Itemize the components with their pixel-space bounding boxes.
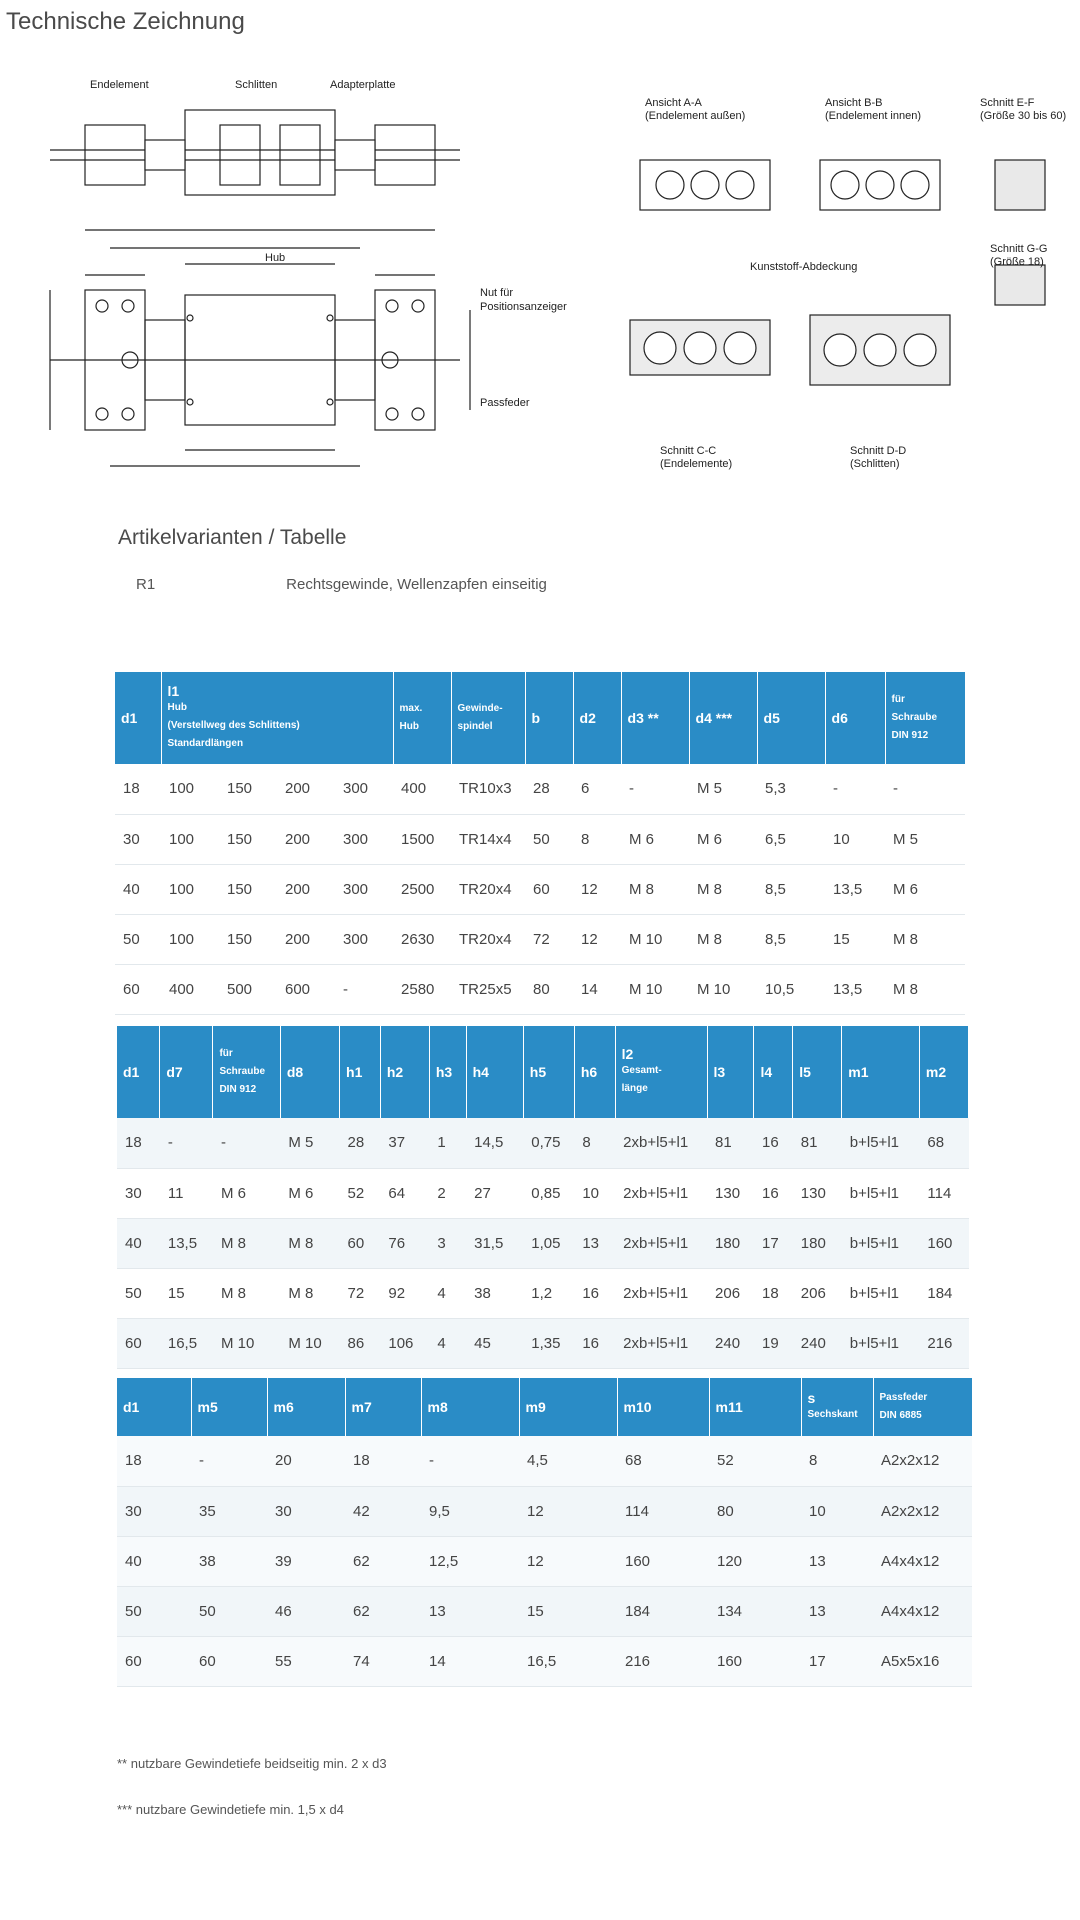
- table-cell: 180: [793, 1218, 842, 1268]
- table-cell: 150: [219, 814, 277, 864]
- table-cell: 72: [340, 1268, 381, 1318]
- table-cell: 10: [574, 1168, 615, 1218]
- table-cell: 15: [160, 1268, 213, 1318]
- table-cell: 68: [919, 1118, 968, 1168]
- table-cell: 14: [573, 964, 621, 1014]
- table-cell: 10,5: [757, 964, 825, 1014]
- table-cell: 4: [429, 1268, 466, 1318]
- table-cell: 42: [345, 1486, 421, 1536]
- table-cell: TR20x4: [451, 864, 525, 914]
- table-cell: 80: [709, 1486, 801, 1536]
- table-row: [117, 1536, 972, 1586]
- table-cell: 11: [160, 1168, 213, 1218]
- table-cell: 16: [754, 1168, 793, 1218]
- th-b: b: [525, 672, 573, 764]
- table-cell: 8: [573, 814, 621, 864]
- table-cell: M 8: [885, 964, 965, 1014]
- table-cell: 18: [345, 1436, 421, 1486]
- table-cell: 12: [519, 1486, 617, 1536]
- table-cell: 150: [219, 864, 277, 914]
- table-cell: M 10: [213, 1318, 280, 1368]
- table-cell: 62: [345, 1536, 421, 1586]
- table-cell: 50: [115, 914, 161, 964]
- table-cell: 37: [380, 1118, 429, 1168]
- table-cell: 30: [267, 1486, 345, 1536]
- table-cell: 12: [573, 914, 621, 964]
- table-cell: 18: [754, 1268, 793, 1318]
- th3-m9: m9: [519, 1378, 617, 1436]
- table-cell: 16: [754, 1118, 793, 1168]
- th-d5: d5: [757, 672, 825, 764]
- table-cell: A5x5x16: [873, 1636, 972, 1686]
- table-cell: 300: [335, 914, 393, 964]
- schnitt-gg: [995, 265, 1045, 305]
- th2-h1: h1: [340, 1026, 381, 1118]
- table-cell: 200: [277, 914, 335, 964]
- table-cell: 50: [191, 1586, 267, 1636]
- table-cell: 200: [277, 764, 335, 814]
- table-cell: 14: [421, 1636, 519, 1686]
- table-cell: TR10x3: [451, 764, 525, 814]
- th-l1: l1 Hub (Verstellweg des Schlittens) Standardlängen: [161, 672, 393, 764]
- table-cell: 300: [335, 814, 393, 864]
- th2-l4: l4: [754, 1026, 793, 1118]
- table-cell: 5,3: [757, 764, 825, 814]
- endelement-left-side: [85, 125, 145, 185]
- th2-d8: d8: [280, 1026, 339, 1118]
- table-row: [117, 1636, 972, 1686]
- th2-l5: l5: [793, 1026, 842, 1118]
- table-cell: 2580: [393, 964, 451, 1014]
- label-ansicht-aa-1: Ansicht A-A: [645, 97, 702, 109]
- endelement-right-side: [375, 125, 435, 185]
- table-cell: 100: [161, 864, 219, 914]
- table-row: [117, 1268, 969, 1318]
- table-cell: 130: [793, 1168, 842, 1218]
- table-cell: 1: [429, 1118, 466, 1168]
- table-cell: 12,5: [421, 1536, 519, 1586]
- table-cell: 2xb+l5+l1: [615, 1318, 707, 1368]
- table-cell: 6,5: [757, 814, 825, 864]
- th2-h3: h3: [429, 1026, 466, 1118]
- table-row: [117, 1118, 969, 1168]
- footnote-1: ** nutzbare Gewindetiefe beidseitig min. 2 x d3: [117, 1756, 387, 1771]
- spec-table-2: [117, 1026, 969, 1369]
- th2-schraube: für Schraube DIN 912: [213, 1026, 280, 1118]
- table-cell: -: [335, 964, 393, 1014]
- table-cell: M 8: [621, 864, 689, 914]
- table-cell: 4: [429, 1318, 466, 1368]
- table-cell: 72: [525, 914, 573, 964]
- table-cell: 52: [340, 1168, 381, 1218]
- table-cell: 60: [340, 1218, 381, 1268]
- table-cell: 300: [335, 764, 393, 814]
- table-cell: 2630: [393, 914, 451, 964]
- table-cell: -: [885, 764, 965, 814]
- table-cell: 0,75: [523, 1118, 574, 1168]
- table-cell: M 8: [280, 1268, 339, 1318]
- table-cell: 216: [919, 1318, 968, 1368]
- table-cell: 50: [117, 1268, 160, 1318]
- footnote-2: *** nutzbare Gewindetiefe min. 1,5 x d4: [117, 1802, 344, 1817]
- th2-d1: d1: [117, 1026, 160, 1118]
- table-cell: M 6: [213, 1168, 280, 1218]
- table-cell: b+l5+l1: [842, 1318, 920, 1368]
- th-d6: d6: [825, 672, 885, 764]
- schnitt-ef: [995, 160, 1045, 210]
- table-cell: M 8: [885, 914, 965, 964]
- label-schnitt-cc-2: (Endelemente): [660, 458, 733, 470]
- table-cell: 13: [801, 1586, 873, 1636]
- table-cell: 50: [525, 814, 573, 864]
- table-cell: 150: [219, 914, 277, 964]
- spec-table-3: [117, 1378, 973, 1687]
- table-cell: 13: [421, 1586, 519, 1636]
- table-cell: 2xb+l5+l1: [615, 1218, 707, 1268]
- table-cell: -: [825, 764, 885, 814]
- table-cell: M 8: [689, 914, 757, 964]
- label-kunststoff: Kunststoff-Abdeckung: [750, 261, 858, 273]
- table-cell: -: [191, 1436, 267, 1486]
- table-cell: 40: [117, 1536, 191, 1586]
- table-cell: 30: [117, 1168, 160, 1218]
- table-cell: 200: [277, 864, 335, 914]
- table-cell: TR25x5: [451, 964, 525, 1014]
- th2-h2: h2: [380, 1026, 429, 1118]
- table-cell: 100: [161, 914, 219, 964]
- table-cell: 16,5: [519, 1636, 617, 1686]
- th2-d7: d7: [160, 1026, 213, 1118]
- table-cell: 30: [115, 814, 161, 864]
- label-schnitt-dd-1: Schnitt D-D: [850, 445, 907, 457]
- table-row: [117, 1486, 972, 1536]
- table-cell: M 5: [280, 1118, 339, 1168]
- table-cell: 120: [709, 1536, 801, 1586]
- table-cell: 0,85: [523, 1168, 574, 1218]
- table-cell: 92: [380, 1268, 429, 1318]
- label-schnitt-cc-1: Schnitt C-C: [660, 445, 717, 457]
- table-cell: 184: [617, 1586, 709, 1636]
- th3-m7: m7: [345, 1378, 421, 1436]
- table-cell: 2xb+l5+l1: [615, 1118, 707, 1168]
- table-cell: 150: [219, 764, 277, 814]
- label-schnitt-gg-1: Schnitt G-G: [990, 243, 1048, 255]
- table-cell: 6: [573, 764, 621, 814]
- th-schraube: für Schraube DIN 912: [885, 672, 965, 764]
- th2-l2: l2 Gesamt- länge: [615, 1026, 707, 1118]
- table-cell: 18: [117, 1436, 191, 1486]
- table-cell: 60: [191, 1636, 267, 1686]
- table-cell: M 6: [621, 814, 689, 864]
- th3-m10: m10: [617, 1378, 709, 1436]
- table-cell: 13: [801, 1536, 873, 1586]
- label-passfeder: Passfeder: [480, 397, 530, 409]
- label-ansicht-aa-2: (Endelement außen): [645, 110, 746, 122]
- table-cell: -: [621, 764, 689, 814]
- table-cell: 76: [380, 1218, 429, 1268]
- table-cell: 40: [117, 1218, 160, 1268]
- table-cell: 60: [115, 964, 161, 1014]
- th-d4: d4 ***: [689, 672, 757, 764]
- table-row: [117, 1318, 969, 1368]
- table-cell: 39: [267, 1536, 345, 1586]
- table-cell: 80: [525, 964, 573, 1014]
- table-cell: 17: [754, 1218, 793, 1268]
- th-d1: d1: [115, 672, 161, 764]
- table-cell: -: [160, 1118, 213, 1168]
- ansicht-aa: [640, 160, 770, 210]
- table-cell: b+l5+l1: [842, 1268, 920, 1318]
- table-cell: 46: [267, 1586, 345, 1636]
- table-cell: 100: [161, 764, 219, 814]
- table-cell: 114: [919, 1168, 968, 1218]
- th-max-hub: max. Hub: [393, 672, 451, 764]
- table-row: [115, 814, 965, 864]
- table-cell: 206: [793, 1268, 842, 1318]
- th-d2: d2: [573, 672, 621, 764]
- table-cell: 62: [345, 1586, 421, 1636]
- table-cell: b+l5+l1: [842, 1218, 920, 1268]
- table-cell: 2xb+l5+l1: [615, 1168, 707, 1218]
- table-cell: 13,5: [825, 864, 885, 914]
- table-cell: 240: [793, 1318, 842, 1368]
- table-cell: 14,5: [466, 1118, 523, 1168]
- table-cell: 4,5: [519, 1436, 617, 1486]
- table-cell: 106: [380, 1318, 429, 1368]
- table-cell: 206: [707, 1268, 754, 1318]
- table-cell: 180: [707, 1218, 754, 1268]
- label-hub: Hub: [265, 252, 286, 264]
- table-cell: b+l5+l1: [842, 1118, 920, 1168]
- table-cell: 10: [825, 814, 885, 864]
- table-cell: 38: [466, 1268, 523, 1318]
- table-cell: 15: [825, 914, 885, 964]
- table-cell: 31,5: [466, 1218, 523, 1268]
- table-cell: 12: [519, 1536, 617, 1586]
- table-cell: M 8: [213, 1268, 280, 1318]
- th3-m6: m6: [267, 1378, 345, 1436]
- table-cell: 200: [277, 814, 335, 864]
- table-cell: 17: [801, 1636, 873, 1686]
- table-cell: A2x2x12: [873, 1486, 972, 1536]
- page-title: Technische Zeichnung: [6, 8, 245, 35]
- table-2-body: [117, 1118, 969, 1368]
- table-cell: 500: [219, 964, 277, 1014]
- table-cell: 160: [709, 1636, 801, 1686]
- table-cell: 1,35: [523, 1318, 574, 1368]
- table-cell: M 10: [689, 964, 757, 1014]
- table-cell: 134: [709, 1586, 801, 1636]
- table-row: [117, 1586, 972, 1636]
- table-cell: 30: [117, 1486, 191, 1536]
- table-cell: 55: [267, 1636, 345, 1686]
- table-cell: 52: [709, 1436, 801, 1486]
- table-row: [115, 964, 965, 1014]
- table-cell: 216: [617, 1636, 709, 1686]
- table-cell: 38: [191, 1536, 267, 1586]
- label-schnitt-gg-2: (Größe 18): [990, 256, 1044, 268]
- table-cell: 18: [115, 764, 161, 814]
- table-cell: 8: [574, 1118, 615, 1168]
- label-schnitt-ef-2: (Größe 30 bis 60): [980, 110, 1067, 122]
- table-cell: 50: [117, 1586, 191, 1636]
- table-cell: 100: [161, 814, 219, 864]
- table-cell: 8,5: [757, 864, 825, 914]
- table-cell: 400: [393, 764, 451, 814]
- table-cell: 15: [519, 1586, 617, 1636]
- table-cell: 184: [919, 1268, 968, 1318]
- table-cell: M 5: [689, 764, 757, 814]
- table-cell: M 6: [689, 814, 757, 864]
- table-cell: M 10: [621, 914, 689, 964]
- table-cell: 64: [380, 1168, 429, 1218]
- label-nut-line1: Nut für: [480, 287, 514, 299]
- table-cell: 160: [617, 1536, 709, 1586]
- table-cell: 12: [573, 864, 621, 914]
- table-cell: 19: [754, 1318, 793, 1368]
- table-cell: 130: [707, 1168, 754, 1218]
- th2-m2: m2: [919, 1026, 968, 1118]
- table-row: [117, 1436, 972, 1486]
- table-cell: M 5: [885, 814, 965, 864]
- technical-drawing: [30, 70, 1070, 510]
- table-row: [117, 1168, 969, 1218]
- label-endelement: Endelement: [90, 79, 149, 91]
- table-cell: 2: [429, 1168, 466, 1218]
- th3-d1: d1: [117, 1378, 191, 1436]
- table-cell: 40: [115, 864, 161, 914]
- table-cell: 3: [429, 1218, 466, 1268]
- table-cell: 27: [466, 1168, 523, 1218]
- table-row: [115, 864, 965, 914]
- table-cell: 60: [117, 1318, 160, 1368]
- table-cell: A4x4x12: [873, 1586, 972, 1636]
- table-cell: 35: [191, 1486, 267, 1536]
- table-cell: 60: [525, 864, 573, 914]
- table-cell: 86: [340, 1318, 381, 1368]
- th2-h6: h6: [574, 1026, 615, 1118]
- th2-h5: h5: [523, 1026, 574, 1118]
- table-cell: 400: [161, 964, 219, 1014]
- table-cell: 16,5: [160, 1318, 213, 1368]
- table-cell: 1,05: [523, 1218, 574, 1268]
- table-cell: 18: [117, 1118, 160, 1168]
- th3-m8: m8: [421, 1378, 519, 1436]
- table-cell: A2x2x12: [873, 1436, 972, 1486]
- table-row: [117, 1218, 969, 1268]
- table-cell: M 8: [213, 1218, 280, 1268]
- th2-l3: l3: [707, 1026, 754, 1118]
- table-cell: b+l5+l1: [842, 1168, 920, 1218]
- table-cell: A4x4x12: [873, 1536, 972, 1586]
- table-cell: 81: [707, 1118, 754, 1168]
- table-cell: M 10: [621, 964, 689, 1014]
- table-cell: TR14x4: [451, 814, 525, 864]
- table-cell: 16: [574, 1268, 615, 1318]
- table-cell: 8: [801, 1436, 873, 1486]
- spec-table-1: [115, 672, 966, 1015]
- label-adapterplatte: Adapterplatte: [330, 79, 396, 91]
- table-cell: 68: [617, 1436, 709, 1486]
- table-cell: 45: [466, 1318, 523, 1368]
- label-ansicht-bb-2: (Endelement innen): [825, 110, 922, 122]
- table-cell: 13,5: [825, 964, 885, 1014]
- table-cell: 8,5: [757, 914, 825, 964]
- table-cell: M 8: [689, 864, 757, 914]
- table-cell: 9,5: [421, 1486, 519, 1536]
- section-title: Artikelvarianten / Tabelle: [118, 526, 347, 549]
- table-cell: M 8: [280, 1218, 339, 1268]
- table-cell: 13: [574, 1218, 615, 1268]
- table-cell: 81: [793, 1118, 842, 1168]
- label-schnitt-ef-1: Schnitt E-F: [980, 97, 1035, 109]
- table-cell: 2xb+l5+l1: [615, 1268, 707, 1318]
- th-d3: d3 **: [621, 672, 689, 764]
- table-cell: 114: [617, 1486, 709, 1536]
- table-cell: M 6: [280, 1168, 339, 1218]
- table-cell: 240: [707, 1318, 754, 1368]
- th3-m5: m5: [191, 1378, 267, 1436]
- table-cell: -: [213, 1118, 280, 1168]
- table-cell: TR20x4: [451, 914, 525, 964]
- table-cell: 1500: [393, 814, 451, 864]
- table-1-body: [115, 764, 965, 1014]
- th3-s: s Sechskant: [801, 1378, 873, 1436]
- table-cell: 600: [277, 964, 335, 1014]
- table-cell: 20: [267, 1436, 345, 1486]
- label-schlitten: Schlitten: [235, 79, 278, 91]
- label-ansicht-bb-1: Ansicht B-B: [825, 97, 883, 109]
- table-row: [115, 914, 965, 964]
- variant-row: [136, 576, 547, 593]
- table-cell: 13,5: [160, 1218, 213, 1268]
- ansicht-bb: [820, 160, 940, 210]
- table-cell: 160: [919, 1218, 968, 1268]
- table-cell: 28: [525, 764, 573, 814]
- label-schnitt-dd-2: (Schlitten): [850, 458, 900, 470]
- table-cell: 60: [117, 1636, 191, 1686]
- table-cell: M 10: [280, 1318, 339, 1368]
- table-cell: 16: [574, 1318, 615, 1368]
- variant-description: Rechtsgewinde, Wellenzapfen einseitig: [286, 576, 547, 593]
- table-cell: -: [421, 1436, 519, 1486]
- variant-code: R1: [136, 576, 156, 593]
- th3-m11: m11: [709, 1378, 801, 1436]
- table-cell: M 6: [885, 864, 965, 914]
- table-cell: 10: [801, 1486, 873, 1536]
- table-cell: 1,2: [523, 1268, 574, 1318]
- table-cell: 74: [345, 1636, 421, 1686]
- th2-m1: m1: [842, 1026, 920, 1118]
- table-cell: 2500: [393, 864, 451, 914]
- table-row: [115, 764, 965, 814]
- table-cell: 28: [340, 1118, 381, 1168]
- label-nut-line2: Positionsanzeiger: [480, 301, 567, 313]
- table-3-body: [117, 1436, 972, 1686]
- table-cell: 300: [335, 864, 393, 914]
- th-gewindespindel: Gewinde- spindel: [451, 672, 525, 764]
- th2-h4: h4: [466, 1026, 523, 1118]
- th3-passfeder: Passfeder DIN 6885: [873, 1378, 972, 1436]
